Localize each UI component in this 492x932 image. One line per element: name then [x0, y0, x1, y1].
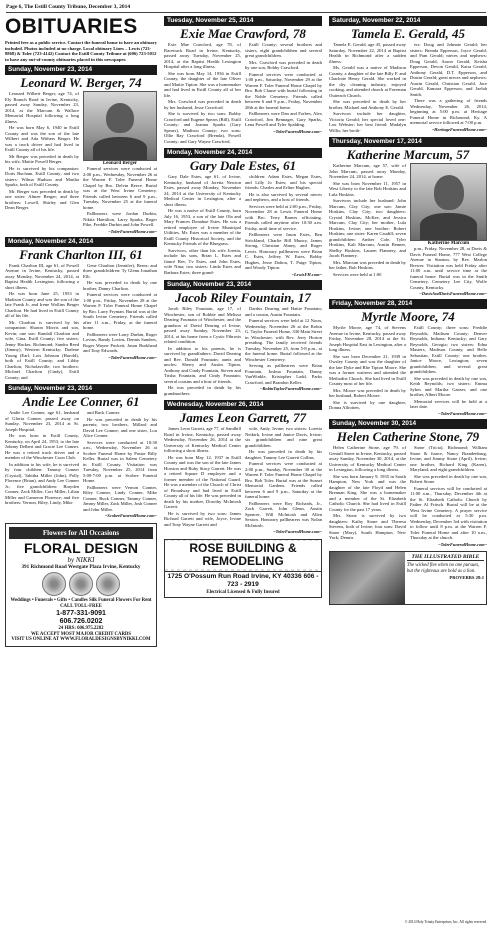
obit-text-right: Stone (Tricia), Richmond; William Stone & fiance, Nancy Brandenburg, Irvine; and Jimmy Stone (April), Irvine; one brother, Richard King (Karen), Maryland; and eight grandchildren. She was preceded in death by one son, Robert Stone. Funeral services will be conducted at 11:00 a.m., Thursday, December 4th at the St. Elizabeth Catholic Church by Father Al Fritsch. Burial will be at the West Irvine Cemetery. A prayer service will be conducted at 5:30 p.m. Wednesday, December 3rd with visitation to follow until 8 p.m. at the Warren F. Toler Funeral Home and after 10 a.m., Thursday at the church. ~TolerFuneralHome.com~ [410, 445, 487, 547]
obit-text-left: Frank Charlton III, age 61, of Powell Avenue in Irvine, Kentucky, passed away Monday, November 24, 2014, at Baptist Health Lexington, following a short illness. He was born June 25, 1953 in Madison County and was the son of the late Frank Jr. and Irene Wollins Berger Charlton. He had lived in Estill County all of his life. Mr. Charlton is survived by his companion: Sharon Morris and son, Kevin; one son: Randall Charlton and wife, Gina, Estill County; five sisters: Jenny Hacker, Richmond; Sandra Reed (Jimmy), Western Kentucky; Darlene Young (Earl, Lois Johnson (Harold), both of Estill County; and Libby Charlton, Nicholasville; two brothers: Michael Charlton (Cindy), Estill County; and [5, 262, 79, 380]
obit-text-right: wife, Andy, Irvine; two sisters: Loretta Neikirk, Irvine and Janice Davis, Irvine; six grandchildren and nine great grandchildren. He was preceded in death by his daughter, Tammy Lee Garrett Collins. Funeral services were conducted at 2:00 p.m., Sunday, November 30 at the Warren F. Toler Funeral Home Chapel by Bro. Bob Toler. Burial was at the Sunset Memorial Gardens. Friends called between 6 and 9 p.m., Saturday at the funeral home. Pallbearers were Roy Richards, Jr., Zack Garrett, John Glenn, Austin Spencer, Will McIntosh and Allen Sexton. Honorary pallbearers was Nolan McIntosh. ~TolerFuneralHome.com~ [245, 426, 322, 534]
flower-images [9, 572, 153, 596]
obit-date: Tuesday, November 25, 2014 [164, 16, 322, 26]
photo-caption: Katherine Marcum [427, 241, 470, 246]
florist-ad-address: 391 Richmond Road Westgate Plaza Irvine, Kentucky [21, 563, 141, 570]
section-title: OBITUARIES [5, 15, 138, 38]
obit-photo [410, 163, 487, 241]
obit-name: Tamela E. Gerald, 45 [351, 26, 465, 41]
obit-credit: ~TolerFuneralHome.com~ [273, 529, 322, 534]
obit-date: Sunday, November 23, 2014 [164, 280, 322, 290]
florist-ad[interactable] [5, 523, 157, 647]
obit-conner [5, 384, 157, 519]
obit-text-left: Leonard Wilbert Berger, age 74, of Ely Branch Road in Irvine, Kentucky, passed away Sunday, November 23, 2014, at the Marcum & Wallace Memorial Hospital following a long illness. He was born May 6, 1940 in Estill County and was the son of the late Wilbert and Ada Withers Berger. He was a truck driver and had lived in Estill County all of his life. Mr Berger was preceded in death by his wife, Mattie Powell Berger. He is survived by his companion: Doris Bucham, Estill County; and two sisters: Wilma Hudson and Martha Sparks, both of Estill County. Mr. Berger was preceded in death by one sister: Almee Berger; and three brothers: Lowell, Shirley and Glen Dean Berger. [5, 91, 79, 211]
florist-ad-services: Weddings • Funerals • Gifts • Candles Silk Funeral Flowers For Rent [10, 598, 152, 604]
rose-building-license: Electrical Licensed & Fully Insured [206, 589, 280, 595]
obit-date: Sunday, November 30, 2014 [329, 419, 487, 429]
obit-text-left: Tamela E. Gerald, age 45, passed away Saturday, November 22, 2014 at Baptist Health in Richmond after a sudden illness. Ms. Gerald was a native of Madison County, a daughter of the late Billy F. and Charlotte Henry Gerald. She worked in the dry cleaning industry, enjoyed cooking, and attended church at Faveman Outreach Church. She was preceded in death by her brother, Michael and Anthony E. Gerald. Survivors include her daughter, Victoria Gerald; her special loved one: Lou Webster; her best friend: Madalyn Willis; her broth- [329, 42, 406, 133]
obit-credit: ~TolerFuneralHome.com~ [108, 228, 157, 234]
obit-text-right: ers: Doug and Johnnie Gerald; her sisters: Brenda Epperson, Joyce Gerald, and Pam Gerald; nieces and nephews: Doug Gerald, Aaron Gerald, Keisha Epperson, Devon Gerald, Kaira Gerald, Anthony Gerald, D.T. Epperson, and Dustin Gerald; great nieces and nephews: Austin Gerald, Christian Gerald, Jace Gerald, Kamara Epperson, and Jaelah Smith. There was a gathering of friends Wednesday, November 26, 2014, beginning at 5:00 p.m. at Heritage Funeral Home in Richmond, Ky. A memorial service followed at 7:00 p.m. ~HeritageFuneralHome.com~ [410, 42, 487, 132]
florist-ad-hours: 24 HRS: 606.975.2282 [58, 625, 104, 631]
illustrated-bible-panel [329, 551, 487, 605]
rose-building-address: 1725 O'Possum Run Road Irvine, KY 40336 606 - 723 - 2919 [167, 572, 319, 588]
obit-name: Exie Mae Crawford, 78 [180, 26, 306, 41]
obit-text-right: children: Adam Estes, Megan Estes, and Lilly Jo Estes; and his special friends: Charles and Erline Hughes. He is also survived by several nieces and nephews, and a host of friends. Services were held at 2:00 p.m., Friday, November 28 at Lewis Funeral Home with Bro. Terry Barnes officiating. Friends called anytime after 10:30 a.m. Friday, until time of service. Pallbearers were Jason Estes, Ben Strickland, Charlie Bill Muncy, James Strong, Christian Abney, and Roger Lewis. Honorary pallbearers were Brian C. Estes, Jeffrey W. Estes, Bobby Hughes, Jesse Dalton, T. Paige Tipton, and Woody Tipton. ~LewisFH.com~ [245, 174, 322, 277]
obituary-policy: Printed free as a public service. Contact the funeral home to have an obituary included. Photos included at no charge. Local obituary Lines – Lewis (723-8868) & Toler (723-4142) Contact the Estill County Tribune at (606) 723-5012 to have any out-of-county obituaries placed in this newspaper. [5, 40, 158, 62]
obit-credit: ~HeritageFuneralHome.com~ [431, 126, 487, 132]
obit-date: Wednesday, November 26, 2014 [164, 400, 322, 410]
florist-ad-phone: 606.726.0202 [59, 617, 103, 625]
obit-name: Katherine Marcum, 57 [346, 147, 470, 162]
obit-text-right: Estill County; several brothers and sisters, eight grandchildren and several great grandchildren. Mrs. Crawford was preceded in death by one son, Bobby Crawford. Funeral services were conducted at 1:00 p.m., Saturday, November 29 at the Warren F. Toler Funeral Home Chapel by Bro. Bob Clause with burial following in the Noble Cemetery. Friends called between 6 and 9 p.m., Friday, November 28th at the funeral home. Pallbearers were Dan and Forbes, Alex Crawford, Jim Bennager, Gary Sparks, Lena Powell and Tyler Spalding. ~TolerFuneralHome.com~ [245, 42, 322, 134]
obit-gerald [329, 16, 487, 134]
obit-credit: ~DavisAndDavisFuneralHome.com~ [419, 291, 487, 296]
obit-name: Leonard W. Berger, 74 [20, 75, 142, 91]
obit-credit: ~LewisFH.com~ [291, 271, 322, 277]
obit-name: Helen Catherine Stone, 79 [336, 429, 480, 444]
photo-caption: Leonard Berger [102, 161, 138, 167]
obit-text-right: and Buck Conner. He was preceded in death by his parents; two brothers, Millard and David Lee Conner; and one sister, Lou Alice Conner. Services were conducted at 10:30 a.m., Wednesday, November 26 at Scobee Funeral Home by Pastor Billy Keller. Burial was in Salem Cemetery in Estill County. Visitation was Tuesday, November 25, 2014 from 5:00-7:00 p.m. at Scobee Funeral Home. Pallbearers were Vernon Conner, Riley Conner, Lindy Conner, Mike Conner, Buck Conner, Tammy Conner, Jimmy Miller, Zack Miller, Josh Conner and John Miller. ~ScobeeFuneralHome.com~ [83, 410, 158, 519]
obit-date: Thursday, November 17, 2014 [329, 137, 487, 147]
flower-icon [69, 572, 93, 596]
obit-credit: ~TolerFuneralHome.com~ [108, 354, 157, 360]
obit-text-left: James Leon Garrett, age 77, of Sandhill Road in Irvine, Kentucky, passed away Wednesday, November 26, 2014 at the University of Kentucky Medical Center following a short illness. He was born May 12, 1937 in Estill County and was the son of the late James Horston and Ruby Stacy Garrett. He was a retired Square D employee and a former member of the National Guard. He was a member of the Church of Christ of Broadway and had lived in Estill County all of his life. He was preceded in death by his mother, Dorothy McIntosh Garrett. He is survived by two sons: James Richard Garrett and wife, Joyce, Irvine and Tony Wayne Garrett and [164, 426, 241, 527]
obit-text-left: Katherine Marcum, age 57, wife of John Marcum, passed away Monday, November 24, 2014, at home. She was born November 11, 1957 in West Liberty to the late Bob Hoskins and Lula Hoskins. Survivors include her husband: John Marcum, Clay City; one son: Jamie Hoskins, Clay City; two daughters: Crystal Hoskins, McKee, and Jessica Marcum, Clay City; her mother, Lula Hoskins, Irvine; one brother: Robert Hoskins; one sister: Karen Caudill; seven grandchildren: Amber Cole, Tyler Hoskins, Kali Marcum, Austin Benner, Shelby Hoskins, Lauren Flannery, and Jacob Flannery. Mrs. Marcum was preceded in death by her father, Bob Hoskins. Services were held at 1:00 [329, 163, 406, 277]
florist-ad-tagline: Flowers for All Occasions [9, 527, 153, 539]
florist-ad-web[interactable]: VISIT US ONLINE AT WWW.FLORALDESIGNSBYNIKKI.COM [11, 637, 151, 643]
obit-text-left: Exie Mae Crawford, age 78, of Racetrack Road in Irvine, Kentucky, passed away Tuesday, November 25, 2014, at the Baptist Health Lexington Hospital after a long illness. She was born May 14, 1936 in Estill County, the daughter of the late Oliver and Mattie Tipton. She was a homemaker and had lived in Estill County all of her life. Mrs. Crawford was preceded in death by her husband, Jesse Crawford. She is survived by two sons: Bobby Crawford and Eugene Spears (Bill), Estill County; and Joanna Sparks (Gary Spears), Madison County; two sons: Ollie Ray Crawford (Brenda), Powell County; and Gary Wayne Crawford, [164, 42, 241, 144]
obit-date: Monday, November 24, 2014 [5, 237, 157, 247]
obit-date: Sunday, November 23, 2014 [5, 65, 157, 75]
obit-credit: ~TolerFuneralHome.com~ [438, 541, 487, 547]
obit-date: Friday, November 28, 2014 [329, 299, 487, 309]
obit-garrett [164, 400, 322, 535]
obit-stone [329, 419, 487, 547]
obit-berger [5, 65, 157, 234]
obit-name: Jacob Riley Fountain, 17 [175, 290, 311, 305]
obit-credit: ~TolerFuneralHome.com~ [273, 128, 322, 134]
obit-text-right: Gene Charlton (Jennifer), Berea; and three grandchildren: Ty Glenn Jonathan Elli. He was preceded in death by one brother, Danny Charlton. Funeral services were conducted at 1:00 p.m., Friday, November 28 at the Warren F. Toler Funeral Home Chapel by Bro. Larry Fryman. Burial was at the South Irvine Cemetery. Friends called after 11 a.m., Friday, at the funeral home. Pallbearers were Larry Durbin, Roger Lovins, Randy Lovins, Dennis Sanders, Roger Wayne Puckett, Jason Burkhead and Tony Edwards. ~TolerFuneralHome.com~ [83, 262, 157, 360]
obit-fountain [164, 280, 322, 397]
obit-date: Sunday, November 23, 2014 [5, 384, 157, 394]
column-left [5, 16, 157, 647]
masthead: Page 6, The Estill County Tribune, December 3, 2014 [6, 3, 486, 13]
florist-ad-phone: 1-877-331-9091 [56, 609, 106, 617]
obit-credit: ~TolerFuneralHome.com~ [438, 410, 487, 416]
obit-estes [164, 148, 322, 277]
obit-charlton [5, 237, 157, 382]
obit-name: Andie Lee Conner, 61 [22, 394, 140, 410]
obit-credit: ~ScobeeFuneralHome.com~ [104, 513, 157, 519]
rose-building-ad[interactable] [164, 539, 322, 598]
bible-reference: PROVERBS 28:1 [449, 575, 484, 580]
obit-name: Myrtle Moore, 74 [361, 309, 455, 324]
rose-building-logo: ROSE BUILDING & REMODELING [165, 540, 321, 572]
obit-name: Gary Dale Estes, 61 [189, 158, 297, 173]
column-middle [164, 16, 322, 598]
obit-crawford [164, 16, 322, 145]
obit-marcum [329, 137, 487, 296]
obit-text-right: p.m., Friday, November 28, at Davis & Davis Funeral Home, 777 West College Avenue in Stanton, by Rev. Marlon Brewer. Visitation was held Friday after 11:00 a.m. until service time at the funeral home. Burial was in the Smith Cemetery, Cemetery Lee City, Wolfe County, Kentucky. [410, 246, 487, 290]
florist-ad-cards: WE ACCEPT MOST MAJOR CREDIT CARDS [30, 631, 132, 637]
flower-icon [96, 572, 120, 596]
obit-name: Frank Charlton III, 61 [19, 246, 143, 262]
obit-text-left: Andie Lee Conner, age 61, husband of Gloria Conner, passed away on Sunday, November 23, 2014 at St. Joseph Hospital. He was born in Estill County, Kentucky, on April 24, 1953, to the late Johnny Delbert and Gracie Lee Conner. He was a retired truck driver and a member of the Winchester Coon Club. In addition to his wife, he is survived by four children: Tammy Conner (Crystal), Tabitha Miller (John), Polly Florence (Brian), and Andy Lee Conner Jr.; five grandchildren: Brayden Conner, Zack Miller, Cort Miller, Lilian Miller and Cameron Florence; and five brothers: Vernon, Riley, Lindy, Mike [5, 410, 79, 506]
obit-moore [329, 299, 487, 416]
obit-text-left: Helen Catherine Stone, age 79, of Gentull Street in Irvine, Kentucky, passed away Sunday, November 30, 2014, at the University of Kentucky Medical Center in Lexington, following a long illness. She was born January 9, 1935 in South Hampton, New York and was the daughter of the late Floyd and Helen Brennan King. She was a homemaker and a member of the St. Elizabeth Catholic Church. She had lived in Estill County for the past 17 years. Mrs. Stone is survived by two daughters: Kathy Stone and Theresa Stevens, both of Irvine; four sons: David Stone (Mary), South Hampton, New York; Dennis [329, 445, 406, 540]
obit-name: James Leon Garrett, 77 [179, 410, 307, 425]
obit-text-left: Myrtle Moore, age 74, of Stevens Avenue in Irvine, Kentucky, passed away Friday, November 28, 2014 at the St. Joseph Hospital East in Lexington, after a long illness. She was born December 21, 1939 in Owsley County and was the daughter of the late Dyke and Rhe Tipton Moore. She was a former waitress and attended the Methodist Church. She had lived in Estill County most of her life. Mrs. Moore was preceded in death by her husband, Robert Moore. She is survived by one daughter, Donna Allrotten, [329, 325, 406, 410]
obit-credit: ~RobinTaylorFuneralHome.com~ [259, 386, 322, 391]
florist-ad-name: FLORAL DESIGN [23, 539, 139, 556]
florist-ad-callfree: CALL TOLL-FREE [60, 604, 102, 610]
obit-text-right: Estill County; three sons: Freddie Reynolds, Madison County; Denver Reynolds, Indiana; Kentucky; and Gary Reynolds, Georgia; two sisters: Edna Masters, Madison County, and Belle Sebastian, Estill County; one brother, Janice Moore, Lexington; seven grandchildren, and several great grandchildren. She was preceded in death by one son, Keith Reynolds; two sisters: Emma Sykes and Martha Ganser, and one brother, Albert Moore. Memorial services will be held at a later date. ~TolerFuneralHome.com~ [410, 325, 487, 416]
florist-ad-by: by NIKKI [67, 555, 95, 564]
obit-text-right: Funeral services were conducted at 2:00 p.m., Wednesday, November 26 at the Warren F. Toler Funeral Home Chapel by Bro. Delvin Reece. Burial was at the West Irvine Cemetery. Friends called between 6 and 9 p.m., Tuesday, November 25 at the funeral home. Pallbearers were Jordan Durbin, Nikita Hamilton, Larry Sparks, Roger Pike, Freddie Durbin and John Powell. [83, 166, 157, 228]
obit-text-left: Jacob Riley Fountain, age 17, of Winchester, son of Robbie and Melissa Dearing Fountain of Winchester, and the grandson of David Dearing of Irvine, passed away Sunday, November 23, 2014, at his home from a Cystic Fibrosis related condition. In addition to his parents, he is survived by grandfathers: David Dearing and Rev. Donald Fountain; aunts and uncles: Sherry and Austin Tipton, Anthony and Cindy Fountain, Steven and Trisha Fountain, and Cindy Fountain; several cousins and a host of friends. He was preceded in death by his grandmothers: [164, 306, 241, 396]
obit-photo [83, 91, 157, 161]
obit-date: Monday, November 24, 2014 [164, 148, 322, 158]
bible-verse: The wicked flee when no one pursues, but the righteous are bold as a lion. [406, 563, 480, 574]
bible-panel-title: THE ILLUSTRATED BIBLE [407, 554, 484, 561]
flower-icon [42, 572, 66, 596]
bible-illustration [330, 552, 405, 604]
column-right [329, 16, 487, 605]
obit-text-left: Gary Dale Estes, age 61, of Irvine, Kentucky, husband of Joretta Newton Estes, passed away Monday, November 24, 2014 at the University of Kentucky Medical Center in Lexington, after a short illness. He was a native of Estill County, born July 16, 1953, a son of the late Ola and Mary Frances Donahue Estes. He was a retired employee of Irvine Municipal Utilities. Mr. Estes was a member of the Estill County Historical Society, and the Kentucky Friends of the Bluegrass. Survivors, other than his wife Joretta, include his sons, Brian L. Estes and fiancé Bev, Tv Estes, and John Estes, wife Nina; two sisters: Linda Estes and Barbara Estes; three grand- [164, 174, 241, 275]
obit-text-right: Dardus Dearing and Hattie Fountain; and a cousin, Austin Fountain. Funeral services were held at 12 Noon, Wednesday, November 26 at the Robin G. Taylor Funeral Home, 330 Main Street in Winchester, with Rev. Jerry Horton presiding. The family received friends Tuesday, November 25, from 5-8 p.m., at the funeral home. Burial followed at the Winchester Cemetery. Serving as pallbearers were Brian Fountain, Joshua Fountain, Danny VanWinkle, Kristopher Ladd, Parks Crawford, and Brandon Keller. ~RobinTaylorFuneralHome.com~ [245, 306, 322, 391]
obit-date: Saturday, November 22, 2014 [329, 16, 487, 26]
copyright-footer: © 2014 Holy Trinity Enterprises, Inc. All rights reserved. [404, 920, 487, 924]
